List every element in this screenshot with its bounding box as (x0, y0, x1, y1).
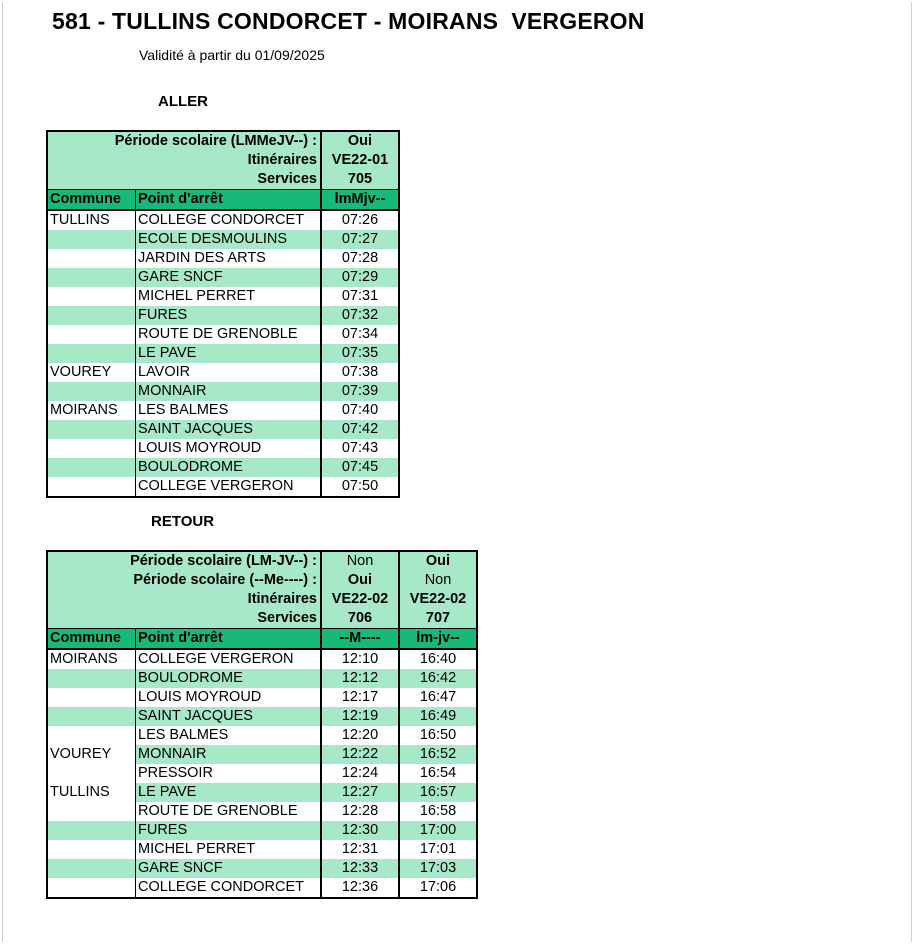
commune-cell (47, 821, 136, 840)
commune-cell (47, 477, 136, 497)
time-cell: 12:12 (321, 669, 399, 688)
retour-header-label: Itinéraires (47, 590, 321, 609)
aller-header-row (47, 131, 399, 151)
stop-column-header: Point d'arrêt (136, 629, 322, 650)
table-row (47, 306, 399, 325)
time-cell: 07:43 (321, 439, 399, 458)
time-cell: 12:30 (321, 821, 399, 840)
aller-header-value: Oui (321, 131, 399, 151)
stop-name-cell: FURES (136, 821, 322, 840)
table-row (47, 363, 399, 382)
table-row (47, 210, 399, 230)
retour-header-value: Non (399, 571, 477, 590)
commune-cell (47, 420, 136, 439)
table-row (47, 420, 399, 439)
table-row (47, 840, 477, 859)
table-row (47, 764, 477, 783)
table-row (47, 669, 477, 688)
table-row (47, 878, 477, 898)
stop-name-cell: BOULODROME (136, 669, 322, 688)
table-row (47, 249, 399, 268)
time-cell: 12:10 (321, 649, 399, 669)
time-cell: 16:50 (399, 726, 477, 745)
commune-cell: VOUREY (50, 364, 112, 380)
aller-header-label: Services (47, 170, 321, 190)
commune-cell (47, 325, 136, 344)
stop-name-cell: MICHEL PERRET (136, 287, 322, 306)
stop-name-cell: JARDIN DES ARTS (136, 249, 322, 268)
time-cell: 17:00 (399, 821, 477, 840)
time-cell: 17:03 (399, 859, 477, 878)
retour-header-row (47, 590, 477, 609)
retour-header-row (47, 609, 477, 629)
table-row (47, 477, 399, 497)
time-cell: 12:20 (321, 726, 399, 745)
stop-name-cell: LES BALMES (136, 401, 322, 420)
commune-cell (47, 764, 136, 783)
commune-cell (47, 382, 136, 401)
aller-header-row (47, 170, 399, 190)
table-row (47, 401, 399, 420)
time-cell: 07:40 (321, 401, 399, 420)
stop-name-cell: ROUTE DE GRENOBLE (136, 802, 322, 821)
commune-cell (47, 249, 136, 268)
aller-timetable (46, 130, 400, 498)
stop-name-cell: GARE SNCF (136, 859, 322, 878)
stop-name-cell: FURES (136, 306, 322, 325)
table-row (47, 707, 477, 726)
time-cell: 12:22 (321, 745, 399, 764)
time-cell: 12:28 (321, 802, 399, 821)
table-row (47, 439, 399, 458)
retour-header-value: Non (321, 551, 399, 571)
time-cell: 07:50 (321, 477, 399, 497)
stop-name-cell: MONNAIR (136, 382, 322, 401)
stop-name-cell: GARE SNCF (136, 268, 322, 287)
page-title: 581 - TULLINS CONDORCET - MOIRANS VERGERON (52, 8, 645, 34)
time-cell: 07:34 (321, 325, 399, 344)
table-row (47, 649, 477, 669)
time-cell: 16:49 (399, 707, 477, 726)
stop-name-cell: LE PAVE (136, 783, 322, 802)
stop-name-cell: LOUIS MOYROUD (136, 439, 322, 458)
table-row (47, 821, 477, 840)
time-cell: 07:32 (321, 306, 399, 325)
time-cell: 07:42 (321, 420, 399, 439)
table-row (47, 802, 477, 821)
stop-name-cell: ROUTE DE GRENOBLE (136, 325, 322, 344)
commune-cell (47, 287, 136, 306)
stop-name-cell: LES BALMES (136, 726, 322, 745)
time-cell: 17:01 (399, 840, 477, 859)
time-cell: 17:06 (399, 878, 477, 898)
commune-cell: MOIRANS (50, 651, 118, 667)
table-row (47, 688, 477, 707)
aller-header-row (47, 151, 399, 170)
stop-name-cell: ECOLE DESMOULINS (136, 230, 322, 249)
retour-header-label: Période scolaire (--Me----) : (47, 571, 321, 590)
time-cell: 07:39 (321, 382, 399, 401)
stop-name-cell: SAINT JACQUES (136, 420, 322, 439)
commune-column-header: Commune (47, 190, 136, 211)
stop-name-cell: BOULODROME (136, 458, 322, 477)
commune-cell: VOUREY (50, 746, 112, 762)
commune-cell (47, 344, 136, 363)
time-cell: 12:36 (321, 878, 399, 898)
stop-name-cell: COLLEGE CONDORCET (136, 210, 322, 230)
aller-header-label: Itinéraires (47, 151, 321, 170)
stop-name-cell: LAVOIR (136, 363, 322, 382)
table-row (47, 783, 477, 802)
commune-cell: TULLINS (50, 784, 110, 800)
table-row (47, 287, 399, 306)
retour-heading: RETOUR (151, 513, 215, 530)
time-cell: 12:24 (321, 764, 399, 783)
aller-header-label: Période scolaire (LMMeJV--) : (47, 131, 321, 151)
retour-timetable (46, 550, 478, 899)
retour-header-value: 707 (399, 609, 477, 629)
time-cell: 16:57 (399, 783, 477, 802)
commune-cell (47, 726, 136, 745)
stop-name-cell: MONNAIR (136, 745, 322, 764)
table-row (47, 382, 399, 401)
time-cell: 12:27 (321, 783, 399, 802)
time-cell: 07:26 (321, 210, 399, 230)
aller-heading: ALLER (158, 93, 208, 110)
commune-cell (47, 458, 136, 477)
retour-column-header (47, 629, 477, 650)
commune-cell (47, 840, 136, 859)
table-row (47, 859, 477, 878)
retour-header-value: VE22-02 (399, 590, 477, 609)
table-row (47, 268, 399, 287)
commune-cell (47, 669, 136, 688)
stop-name-cell: LOUIS MOYROUD (136, 688, 322, 707)
retour-header-row (47, 551, 477, 571)
time-cell: 12:33 (321, 859, 399, 878)
validity-date: Validité à partir du 01/09/2025 (139, 47, 325, 63)
table-row (47, 344, 399, 363)
commune-cell (47, 306, 136, 325)
commune-cell (47, 268, 136, 287)
stop-name-cell: SAINT JACQUES (136, 707, 322, 726)
commune-cell: MOIRANS (50, 402, 118, 418)
commune-column-header: Commune (47, 629, 136, 650)
time-cell: 16:40 (399, 649, 477, 669)
days-column-header: --M---- (321, 629, 399, 650)
time-cell: 07:27 (321, 230, 399, 249)
retour-header-value: VE22-02 (321, 590, 399, 609)
time-cell: 16:58 (399, 802, 477, 821)
time-cell: 16:47 (399, 688, 477, 707)
aller-header-value: 705 (321, 170, 399, 190)
retour-header-value: Oui (399, 551, 477, 571)
time-cell: 07:38 (321, 363, 399, 382)
retour-header-label: Services (47, 609, 321, 629)
aller-header-value: VE22-01 (321, 151, 399, 170)
commune-cell (47, 707, 136, 726)
table-row (47, 745, 477, 764)
time-cell: 07:29 (321, 268, 399, 287)
table-row (47, 726, 477, 745)
retour-header-row (47, 571, 477, 590)
time-cell: 16:52 (399, 745, 477, 764)
commune-cell (47, 230, 136, 249)
retour-header-value: Oui (321, 571, 399, 590)
retour-header-label: Période scolaire (LM-JV--) : (47, 551, 321, 571)
stop-name-cell: MICHEL PERRET (136, 840, 322, 859)
commune-cell (47, 439, 136, 458)
table-row (47, 458, 399, 477)
stop-name-cell: COLLEGE VERGERON (136, 649, 322, 669)
commune-cell (47, 802, 136, 821)
retour-header-value: 706 (321, 609, 399, 629)
table-row (47, 230, 399, 249)
aller-column-header (47, 190, 399, 211)
table-row (47, 325, 399, 344)
time-cell: 07:31 (321, 287, 399, 306)
time-cell: 07:35 (321, 344, 399, 363)
time-cell: 16:42 (399, 669, 477, 688)
time-cell: 12:31 (321, 840, 399, 859)
stop-name-cell: PRESSOIR (136, 764, 322, 783)
stop-name-cell: COLLEGE CONDORCET (136, 878, 322, 898)
stop-name-cell: COLLEGE VERGERON (136, 477, 322, 497)
commune-cell (47, 878, 136, 898)
time-cell: 12:17 (321, 688, 399, 707)
stop-column-header: Point d'arrêt (136, 190, 322, 211)
stop-name-cell: LE PAVE (136, 344, 322, 363)
time-cell: 07:28 (321, 249, 399, 268)
time-cell: 12:19 (321, 707, 399, 726)
commune-cell: TULLINS (50, 212, 110, 228)
commune-cell (47, 688, 136, 707)
days-column-header: lm-jv-- (399, 629, 477, 650)
days-column-header: lmMjv-- (321, 190, 399, 211)
commune-cell (47, 859, 136, 878)
time-cell: 16:54 (399, 764, 477, 783)
time-cell: 07:45 (321, 458, 399, 477)
